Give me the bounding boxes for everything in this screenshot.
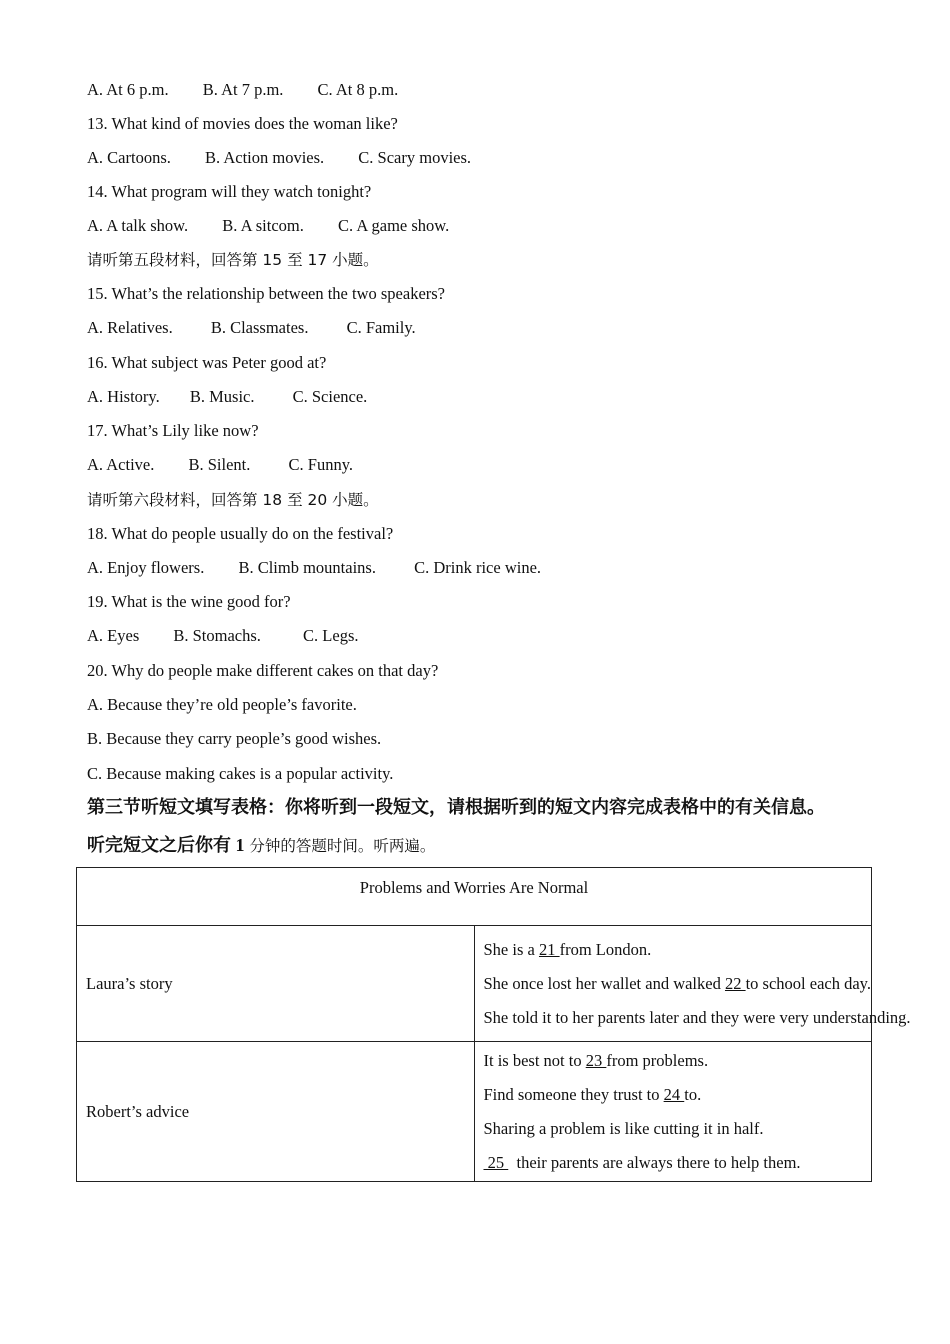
row2-line4: 25 their parents are always there to help them. — [483, 1152, 801, 1172]
q17-option-b: B. Silent. — [188, 455, 251, 474]
q15-options — [87, 318, 416, 338]
q19-option-c: C. Legs. — [303, 626, 359, 645]
q12-option-c: C. At 8 p.m. — [317, 80, 399, 99]
blank-21[interactable]: 21 — [538, 939, 560, 959]
table-row — [77, 1042, 872, 1182]
part3-heading-line2 — [87, 835, 435, 856]
q15-option-b: B. Classmates. — [210, 318, 309, 337]
blank-22[interactable]: 22 — [724, 973, 746, 993]
q16-option-b: B. Music. — [189, 387, 255, 406]
q19-option-a: A. Eyes — [87, 626, 140, 645]
q15-option-c: C. Family. — [346, 318, 416, 337]
q13-option-c: C. Scary movies. — [358, 148, 472, 167]
q17-option-a: A. Active. — [87, 455, 155, 474]
q20-option-b: B. Because they carry people’s good wishes. — [87, 729, 382, 748]
q12-option-b: B. At 7 p.m. — [202, 80, 284, 99]
q14-question: 14. What program will they watch tonight? — [87, 182, 372, 201]
table-row-label: Laura’s story — [77, 926, 475, 1042]
q16-option-a: A. History. — [87, 387, 160, 406]
row1-line2: She once lost her wallet and walked 22 to school each day. — [483, 973, 871, 993]
q12-options — [87, 80, 398, 100]
row2-line3: Sharing a problem is like cutting it in half. — [483, 1118, 764, 1138]
table-row-label: Robert’s advice — [77, 1042, 475, 1182]
q14-option-a: A. A talk show. — [87, 216, 189, 235]
row2-line2: Find someone they trust to 24 to. — [483, 1084, 702, 1104]
q18-option-a: A. Enjoy flowers. — [87, 558, 205, 577]
part3-heading-line2-bold: 听完短文之后你有 1 — [87, 835, 245, 855]
table-title: Problems and Worries Are Normal — [77, 868, 872, 926]
q17-question: 17. What’s Lily like now? — [87, 421, 259, 440]
section5-instruction: 请听第五段材料，回答第 15 至 17 小题。 — [87, 251, 379, 269]
q13-option-a: A. Cartoons. — [87, 148, 171, 167]
part3-heading-line1: 第三节听短文填写表格：你将听到一段短文，请根据听到的短文内容完成表格中的有关信息。 — [87, 797, 825, 817]
q14-options — [87, 216, 449, 236]
q18-option-c: C. Drink rice wine. — [414, 558, 542, 577]
q17-option-c: C. Funny. — [288, 455, 354, 474]
q20-question: 20. Why do people make different cakes on that day? — [87, 661, 439, 680]
table-row-content — [474, 926, 911, 1042]
q16-question: 16. What subject was Peter good at? — [87, 353, 327, 372]
form-table — [76, 867, 911, 1182]
q12-option-a: A. At 6 p.m. — [87, 80, 169, 99]
q15-option-a: A. Relatives. — [87, 318, 173, 337]
section6-instruction: 请听第六段材料，回答第 18 至 20 小题。 — [87, 491, 379, 509]
row1-line3: She told it to her parents later and they were very understanding. — [483, 1007, 911, 1027]
q15-question: 15. What’s the relationship between the two speakers? — [87, 284, 446, 303]
q16-options — [87, 387, 367, 407]
q18-question: 18. What do people usually do on the festival? — [87, 524, 394, 543]
blank-24[interactable]: 24 — [663, 1084, 685, 1104]
q19-question: 19. What is the wine good for? — [87, 592, 291, 611]
q20-option-c: C. Because making cakes is a popular activity. — [87, 764, 394, 783]
q14-option-b: B. A sitcom. — [222, 216, 304, 235]
q19-options — [87, 626, 359, 646]
q20-option-a: A. Because they’re old people’s favorite. — [87, 695, 357, 714]
q13-options — [87, 148, 471, 168]
q18-options — [87, 558, 541, 578]
table-row — [77, 926, 872, 1042]
q19-option-b: B. Stomachs. — [173, 626, 261, 645]
q13-option-b: B. Action movies. — [205, 148, 325, 167]
q17-options — [87, 455, 353, 475]
blank-23[interactable]: 23 — [585, 1050, 607, 1070]
q14-option-c: C. A game show. — [338, 216, 450, 235]
q16-option-c: C. Science. — [292, 387, 368, 406]
blank-25[interactable]: 25 — [483, 1152, 509, 1172]
part3-heading-line2-normal: 分钟的答题时间。听两遍。 — [244, 837, 436, 855]
row1-line1: She is a 21 from London. — [483, 939, 652, 959]
q13-question: 13. What kind of movies does the woman like? — [87, 114, 398, 133]
row2-line1: It is best not to 23 from problems. — [483, 1050, 709, 1070]
table-row-content — [474, 1042, 872, 1182]
q18-option-b: B. Climb mountains. — [238, 558, 376, 577]
